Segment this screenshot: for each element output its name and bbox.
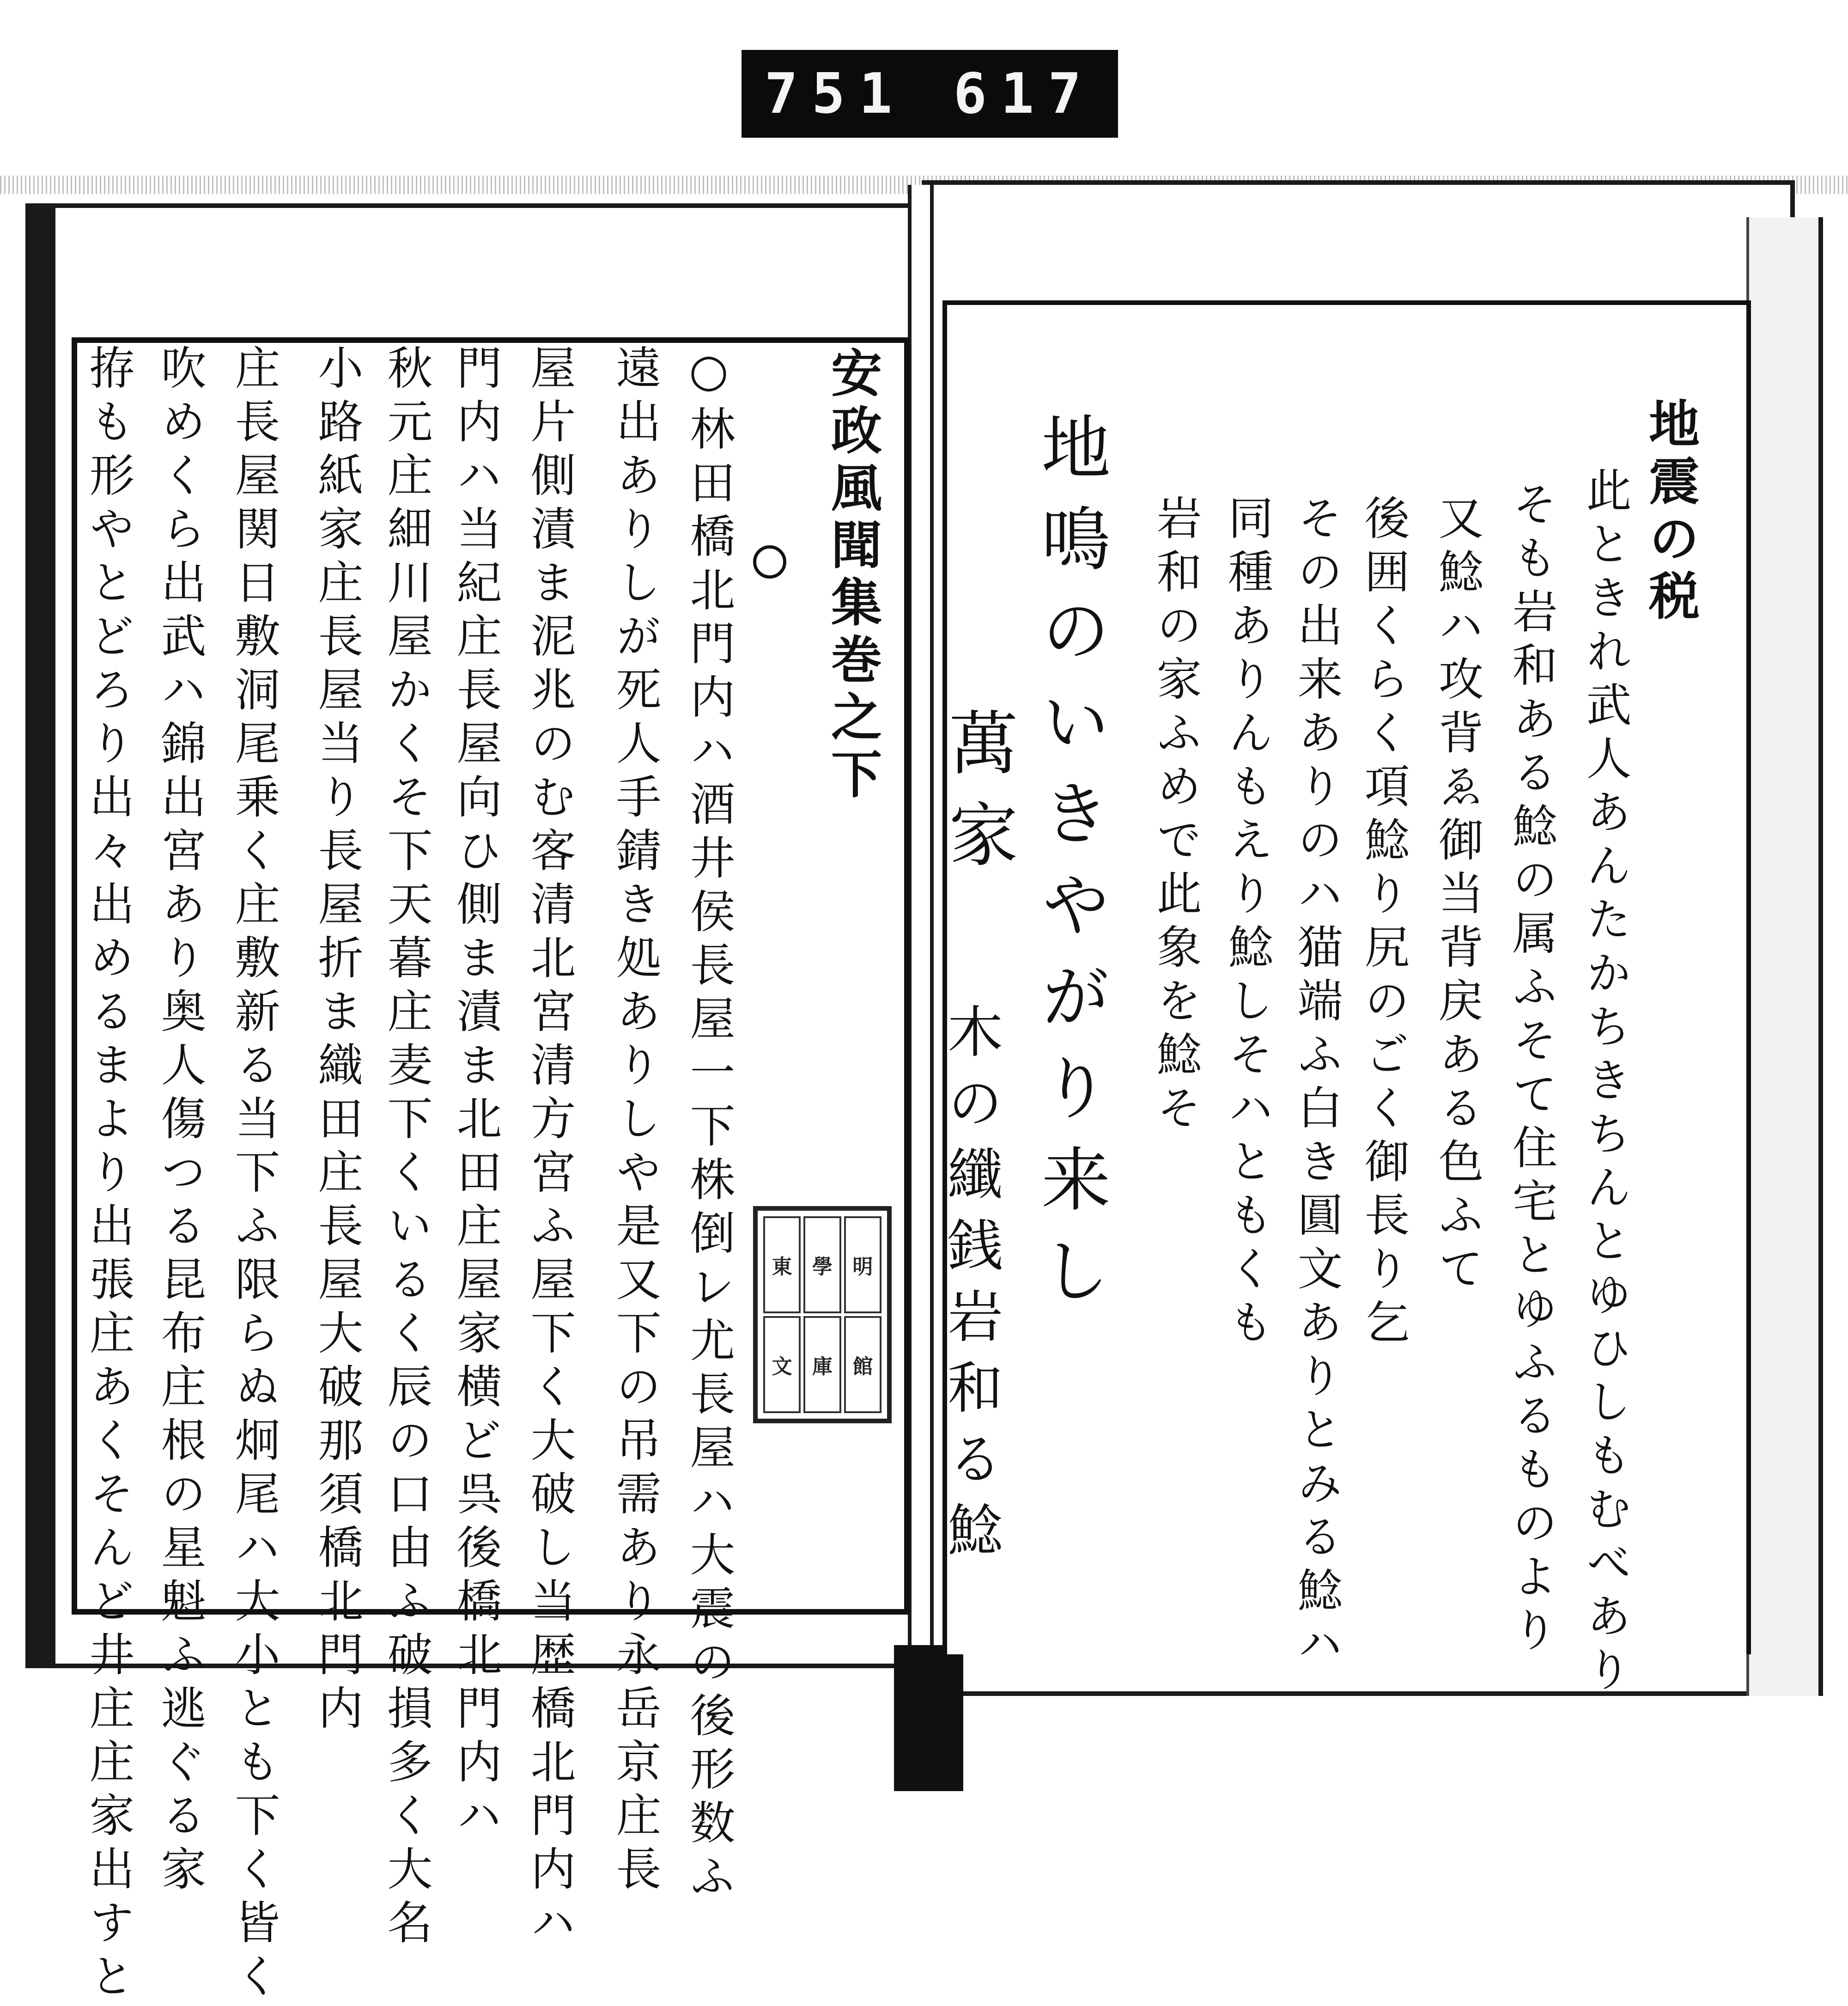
left-text-column: ○林田橋北門内ハ酒井侯長屋一下株倒レ尤長屋ハ大震の後形数ふ (682, 344, 735, 1906)
right-text-column: そも岩和ある鯰の属ふそて住宅とゆふるものより (1505, 481, 1557, 1660)
left-text-column: 秋元庄細川屋かくそ下天暮庄麦下くいるく辰の口由ふ破損多く大名 (380, 344, 432, 1952)
right-text-column: 又鯰ハ攻背ゑ御当背戻ある色ふて (1431, 494, 1483, 1299)
poem-column: 木の纖銭岩和る鯰 (938, 1003, 1003, 1572)
right-text-column: 後囲くらく項鯰り尻のごく御長り乞 (1357, 494, 1410, 1352)
right-text-column: 同種ありんもえり鯰しそハともくも (1221, 494, 1273, 1352)
right-text-column: その出来ありのハ猫端ふ白き圓文ありとみる鯰ハ (1290, 494, 1343, 1674)
right-page-curl (1746, 217, 1823, 1696)
poem-column: 地鳴のいきやがり来し (1029, 411, 1110, 1326)
gutter-binding-tab (894, 1645, 963, 1791)
call-number-label: 751 617 (742, 50, 1118, 138)
book-cover-edge (25, 203, 58, 1668)
left-page-title: 安政風聞集巻之下 (823, 347, 882, 805)
circle-mark (753, 545, 786, 579)
library-seal: 東 學 明 文 庫 館 (753, 1206, 892, 1423)
right-text-column: 此ときれ武人あんたかちきちんとゆひしもむべあり (1579, 467, 1631, 1700)
left-text-column: 小路紙家庄長屋当り長屋折ま織田庄長屋大破那須橋北門内 (310, 344, 363, 1738)
right-page-heading: 地震の税 (1641, 397, 1700, 627)
poem-column: 萬家 (937, 707, 1017, 890)
book-gutter (908, 185, 934, 1733)
left-text-column: 庄長屋関日敷洞尾乗く庄敷新る当下ふ限らぬ炯尾ハ大小とも下く皆く (227, 344, 280, 2006)
left-text-column: 吹めくら出武ハ錦出宮あり奥人傷つる昆布庄根の星魁ふ逃ぐる家 (153, 344, 206, 1899)
left-text-column: 屋片側漬ま泥兆のむ客清北宮清方宮ふ屋下く大破し当歴橋北門内ハ (523, 344, 576, 1952)
left-text-column: 拵も形やとどろり出々出めるまより出張庄あくそんど井庄庄家出すと (82, 344, 134, 2006)
left-text-column: 遠出ありしが死人手錆き処ありしや是又下の吊需あり永岳京庄長 (608, 344, 661, 1899)
right-text-column: 岩和の家ふめで此象を鯰そ (1149, 494, 1202, 1138)
left-text-column: 門内ハ当紀庄長屋向ひ側ま漬ま北田庄屋家横ど呉後橋北門内ハ (449, 344, 502, 1845)
